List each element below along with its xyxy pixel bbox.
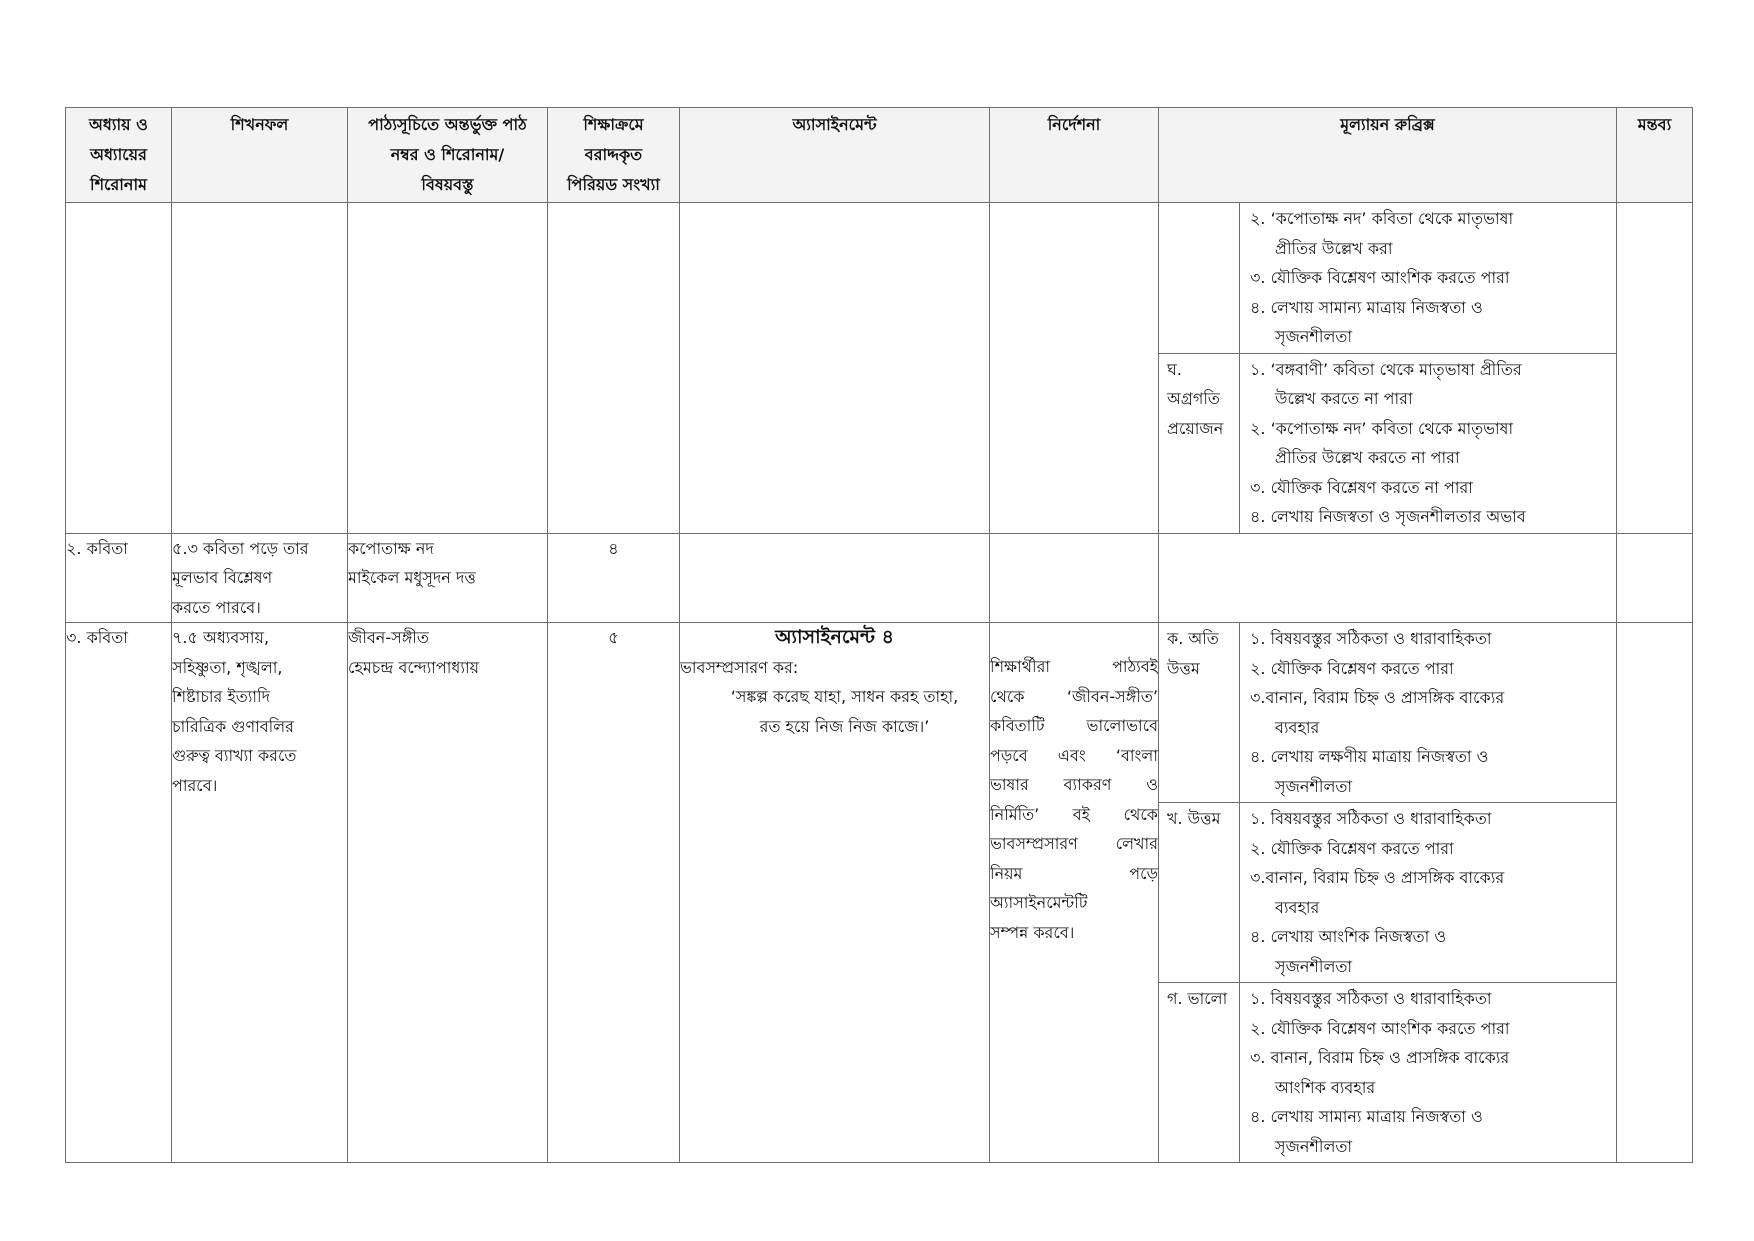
header-assignment: [680, 108, 990, 203]
rubric-item-line: সৃজনশীলতা: [1275, 1136, 1353, 1156]
rubric-level-text: খ. উত্তম: [1167, 809, 1221, 828]
outcome-cell: [172, 203, 348, 534]
rubric-item-line: ৪. লেখায় লক্ষণীয় মাত্রায় নিজস্বতা ও: [1250, 747, 1489, 766]
rubric-item-line: ৩. যৌক্তিক বিশ্লেষণ করতে না পারা: [1250, 477, 1473, 497]
header-line: অধ্যায় ও: [89, 115, 148, 134]
header-guidance: [990, 108, 1159, 203]
guidance-line: পড়বে এবং ‘বাংলা: [990, 745, 1158, 765]
header-line: অ্যাসাইনমেন্ট: [792, 115, 877, 134]
guidance-line: অ্যাসাইনমেন্টটি: [990, 893, 1088, 912]
header-remarks: [1617, 108, 1693, 203]
table-row: [66, 533, 1693, 623]
header-learning-outcome: [172, 108, 348, 203]
outcome-line: শিষ্টাচার ইত্যাদি: [172, 687, 271, 706]
lesson-cell: [348, 203, 548, 534]
header-chapter: [66, 108, 172, 203]
rubric-item-line: আংশিক ব্যবহার: [1275, 1077, 1376, 1097]
header-line: শিখনফল: [230, 115, 289, 134]
guidance-cell: [990, 203, 1159, 534]
outcome-line: ৭.৫ অধ্যবসায়,: [172, 628, 270, 647]
lesson-line: হেমচন্দ্র বন্দ্যোপাধ্যায়: [348, 657, 480, 677]
assignment-title: অ্যাসাইনমেন্ট ৪: [775, 626, 894, 648]
header-line: অধ্যায়ের: [90, 145, 147, 164]
rubric-item-line: ১. বিষয়বস্তুর সঠিকতা ও ধারাবাহিকতা: [1250, 809, 1492, 828]
table-row: [66, 623, 1693, 1163]
rubric-item-line: ১. ‘বঙ্গবাণী’ কবিতা থেকে মাতৃভাষা প্রীতির: [1250, 359, 1522, 379]
guidance-line: কবিতাটি ভালোভাবে: [990, 716, 1158, 735]
lesson-line: কপোতাক্ষ নদ: [348, 538, 434, 558]
rubric-item-line: ২. যৌক্তিক বিশ্লেষণ আংশিক করতে পারা: [1250, 1018, 1510, 1038]
rubric-item-line: ১. বিষয়বস্তুর সঠিকতা ও ধারাবাহিকতা: [1250, 629, 1492, 648]
lesson-line: মাইকেল মধুসূদন দত্ত: [348, 568, 476, 587]
rubric-cell: [1159, 203, 1617, 534]
rubric-item-line: ৪. লেখায় সামান্য মাত্রায় নিজস্বতা ও: [1250, 1107, 1483, 1126]
rubric-item-line: ব্যবহার: [1275, 897, 1320, 917]
rubric-item-line: সৃজনশীলতা: [1275, 776, 1353, 796]
rubric-item-line: ১. বিষয়বস্তুর সঠিকতা ও ধারাবাহিকতা: [1250, 989, 1492, 1008]
chapter-text: ২. কবিতা: [66, 538, 128, 558]
guidance-line: নিয়ম পড়ে: [990, 863, 1158, 883]
rubric-level: [1159, 353, 1240, 533]
header-line: মন্তব্য: [1637, 115, 1672, 134]
periods-text: ৪: [608, 538, 619, 558]
rubric-level-text: ক. অতি: [1167, 629, 1219, 648]
rubric-item-line: ২. যৌক্তিক বিশ্লেষণ করতে পারা: [1250, 658, 1454, 678]
rubric-row: [1159, 353, 1616, 533]
guidance-line: ভাষার ব্যাকরণ ও: [990, 775, 1158, 794]
guidance-cell: [990, 533, 1159, 623]
outcome-line: মূলভাব বিশ্লেষণ: [172, 568, 273, 587]
assignment-instruction: ভাবসম্প্রসারণ কর:: [680, 657, 799, 677]
rubric-items: [1240, 353, 1617, 533]
assignment-cell: [680, 203, 990, 534]
rubric-row: [1159, 803, 1616, 983]
rubric-item-line: ৩.বানান, বিরাম চিহ্ন ও প্রাসঙ্গিক বাক্যের: [1250, 688, 1505, 707]
guidance-line: সম্পন্ন করবে।: [990, 922, 1075, 942]
header-lesson-content: [348, 108, 548, 203]
chapter-cell: [66, 203, 172, 534]
outcome-line: পারবে।: [172, 775, 218, 795]
rubric-cell: [1159, 623, 1617, 1163]
chapter-cell: [66, 533, 172, 623]
header-line: পিরিয়ড সংখ্যা: [567, 175, 660, 194]
header-rubrics: [1159, 108, 1617, 203]
header-periods: [548, 108, 680, 203]
header-line: নম্বর ও শিরোনাম/: [390, 145, 505, 164]
rubric-level-text: ঘ.: [1167, 359, 1182, 379]
outcome-line: চারিত্রিক গুণাবলির: [172, 716, 294, 736]
header-line: শিরোনাম: [90, 175, 147, 194]
outcome-line: ৫.৩ কবিতা পড়ে তার: [172, 538, 309, 558]
rubric-table: [1159, 623, 1616, 1162]
assignment-cell: [680, 623, 990, 1163]
outcome-cell: [172, 533, 348, 623]
header-line: বিষয়বস্তু: [421, 175, 474, 194]
rubric-item-line: ৩.বানান, বিরাম চিহ্ন ও প্রাসঙ্গিক বাক্যের: [1250, 868, 1505, 887]
rubric-level-text: উত্তম: [1167, 658, 1200, 678]
outcome-line: গুরুত্ব ব্যাখ্যা করতে: [172, 746, 297, 765]
rubric-item-line: ৪. লেখায় সামান্য মাত্রায় নিজস্বতা ও: [1250, 297, 1483, 317]
remarks-cell: [1617, 203, 1693, 534]
header-line: মূল্যায়ন রুব্রিক্স: [1340, 115, 1435, 134]
rubric-level: [1159, 803, 1240, 983]
rubric-level: [1159, 983, 1240, 1163]
rubric-item-line: সৃজনশীলতা: [1275, 956, 1353, 976]
rubric-item-line: প্রীতির উল্লেখ করা: [1275, 238, 1393, 258]
header-line: নির্দেশনা: [1047, 115, 1101, 134]
chapter-text: ৩. কবিতা: [66, 628, 128, 647]
rubric-item-line: প্রীতির উল্লেখ করতে না পারা: [1275, 448, 1460, 467]
periods-cell: [548, 533, 680, 623]
rubric-table: [1159, 203, 1616, 533]
lesson-plan-table: [65, 107, 1693, 1163]
rubric-item-line: ৩. যৌক্তিক বিশ্লেষণ আংশিক করতে পারা: [1250, 268, 1510, 287]
rubric-level: [1159, 623, 1240, 803]
periods-text: ৫: [608, 628, 619, 647]
rubric-row: [1159, 983, 1616, 1163]
rubric-level-text: প্রয়োজন: [1167, 418, 1224, 438]
rubric-item-line: সৃজনশীলতা: [1275, 327, 1353, 346]
rubric-items: [1240, 803, 1617, 983]
rubric-row: [1159, 623, 1616, 803]
guidance-cell: [990, 623, 1159, 1163]
rubric-item-line: ২. ‘কপোতাক্ষ নদ’ কবিতা থেকে মাতৃভাষা: [1250, 418, 1514, 438]
rubric-cell: [1159, 533, 1617, 623]
rubric-item-line: উল্লেখ করতে না পারা: [1275, 389, 1413, 408]
periods-cell: [548, 623, 680, 1163]
rubric-item-line: ৪. লেখায় নিজস্বতা ও সৃজনশীলতার অভাব: [1250, 507, 1526, 526]
guidance-line: ভাবসম্প্রসারণ লেখার: [990, 834, 1158, 853]
lesson-cell: [348, 533, 548, 623]
outcome-line: সহিষ্ণুতা, শৃঙ্খলা,: [172, 657, 283, 677]
outcome-cell: [172, 623, 348, 1163]
periods-cell: [548, 203, 680, 534]
assignment-quote-line-2: রত হয়ে নিজ নিজ কাজে।’: [759, 716, 930, 736]
rubric-row: [1159, 203, 1616, 353]
chapter-cell: [66, 623, 172, 1163]
rubric-level: [1159, 203, 1240, 353]
rubric-items: [1240, 983, 1617, 1163]
remarks-cell: [1617, 533, 1693, 623]
guidance-line: নির্মিতি’ বই থেকে: [990, 804, 1158, 824]
rubric-items: [1240, 203, 1617, 353]
outcome-line: করতে পারবে।: [172, 597, 261, 617]
rubric-item-line: ২. যৌক্তিক বিশ্লেষণ করতে পারা: [1250, 838, 1454, 858]
header-line: বরাদ্দকৃত: [584, 145, 643, 164]
assignment-quote-line-1: ‘সঙ্কল্প করেছ যাহা, সাধন করহ তাহা,: [730, 687, 959, 706]
rubric-item-line: ব্যবহার: [1275, 717, 1320, 737]
table-row: [66, 203, 1693, 534]
rubric-level-text: গ. ভালো: [1167, 989, 1228, 1008]
rubric-level-text: অগ্রগতি: [1167, 389, 1220, 408]
header-row: [66, 108, 1693, 203]
lesson-cell: [348, 623, 548, 1163]
assignment-cell: [680, 533, 990, 623]
header-line: পাঠ্যসূচিতে অন্তর্ভুক্ত পাঠ: [368, 115, 527, 134]
rubric-item-line: ৪. লেখায় আংশিক নিজস্বতা ও: [1250, 927, 1447, 946]
rubric-items: [1240, 623, 1617, 803]
header-line: শিক্ষাক্রমে: [583, 115, 644, 134]
lesson-line: জীবন-সঙ্গীত: [348, 628, 429, 647]
rubric-item-line: ৩. বানান, বিরাম চিহ্ন ও প্রাসঙ্গিক বাক্যের: [1250, 1048, 1510, 1067]
rubric-item-line: ২. ‘কপোতাক্ষ নদ’ কবিতা থেকে মাতৃভাষা: [1250, 209, 1514, 228]
remarks-cell: [1617, 623, 1693, 1163]
guidance-line: শিক্ষার্থীরা পাঠ্যবই: [990, 657, 1158, 676]
guidance-line: থেকে ‘জীবন-সঙ্গীত’: [990, 686, 1158, 706]
